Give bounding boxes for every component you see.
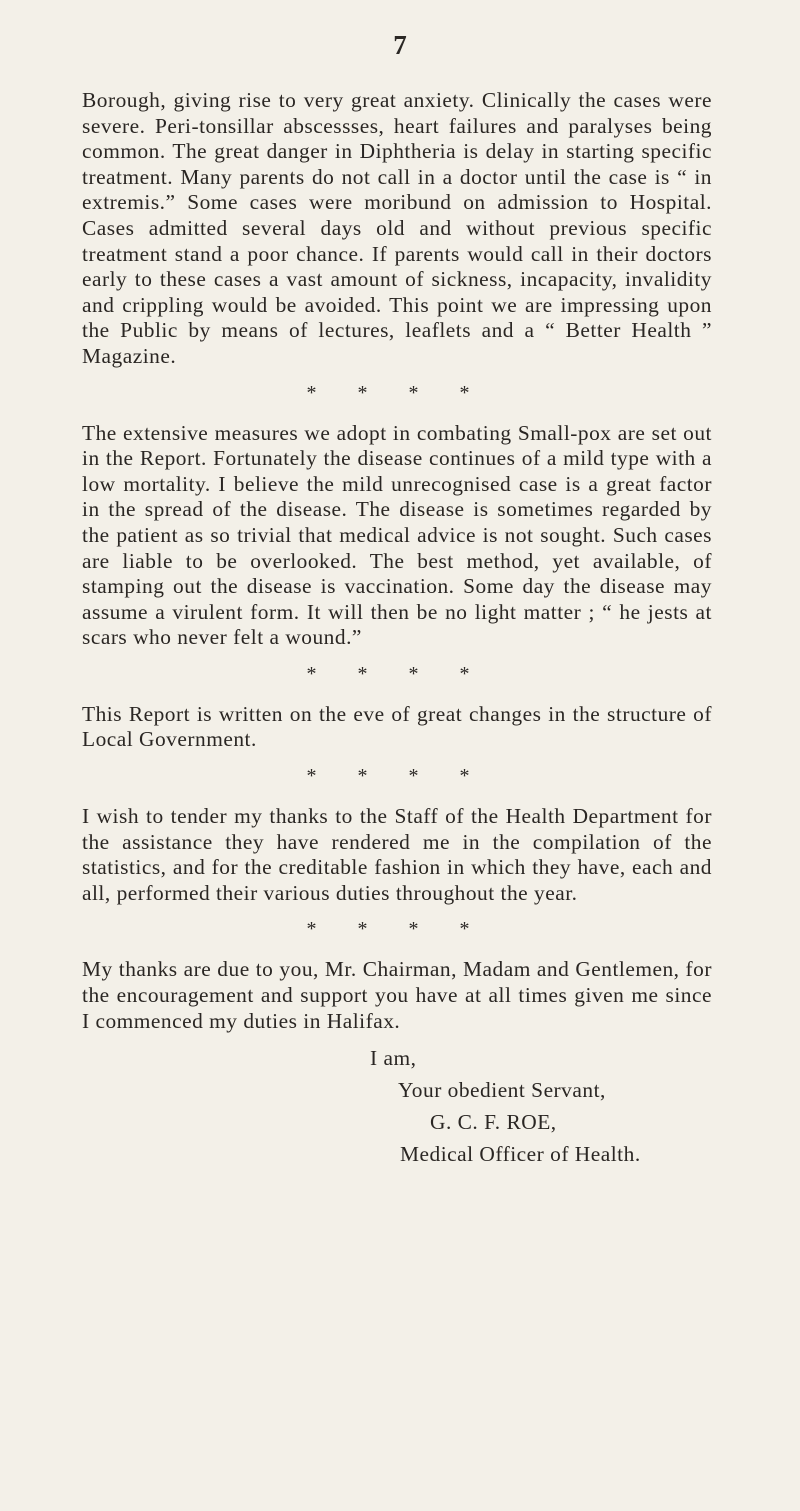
section-separator: * * * * [306,765,488,788]
signatory-name: G. C. F. ROE, [430,1110,557,1135]
closing-salutation: I am, [370,1046,417,1071]
paragraph-smallpox: The extensive measures we adopt in combating Small-pox are set out in the Report. Fortunately the disease continues of a mild type with a low mortality. I believe the mild unrecognised case is a great factor in the spread of the disease. The disease is sometimes regarded by the patient as so trivial that medical advice is not sought. Such cases are liable to be overlooked. The best method, yet available, of stamping out the disease is vaccination. Some day the disease may assume a virulent form. It will then be no light matter ; “ he jests at scars who never felt a wound.” [82,420,712,650]
letter-body [82,88,712,1170]
section-separator: * * * * [306,918,488,941]
page-number: 7 [393,30,407,60]
section-separator: * * * * [306,381,488,404]
paragraph-staff-thanks: I wish to tender my thanks to the Staff of the Health Department for the assistance they have rendered me in the compilation of the statistics, and for the creditable fashion in which they have, each and all, performed their various duties throughout the year. [82,804,712,905]
paragraph-diphtheria: Borough, giving rise to very great anxiety. Clinically the cases were severe. Peri-tonsillar abscessses, heart failures and paralyses being common. The great danger in Diphtheria is delay in starting specific treatment. Many parents do not call in a doctor until the case is “ in extremis.” Some cases were moribund on admission to Hospital. Cases admitted several days old and without previous specific treatment stand a poor chance. If parents would call in their doctors early to these cases a vast amount of sickness, incapacity, invalidity and crippling would be avoided. This point we are impressing upon the Public by means of lectures, leaflets and a “ Better Health ” Magazine. [82,88,712,368]
paragraph-chairman-thanks: My thanks are due to you, Mr. Chairman, Madam and Gentlemen, for the encouragement and support you have at all times given me since I commenced my duties in Halifax. [82,957,712,1033]
paragraph-local-government: This Report is written on the eve of great changes in the structure of Local Government. [82,701,712,752]
signatory-title: Medical Officer of Health. [400,1142,641,1167]
signature-block [82,1042,712,1170]
section-separator: * * * * [306,662,488,685]
closing-valediction: Your obedient Servant, [398,1078,606,1103]
